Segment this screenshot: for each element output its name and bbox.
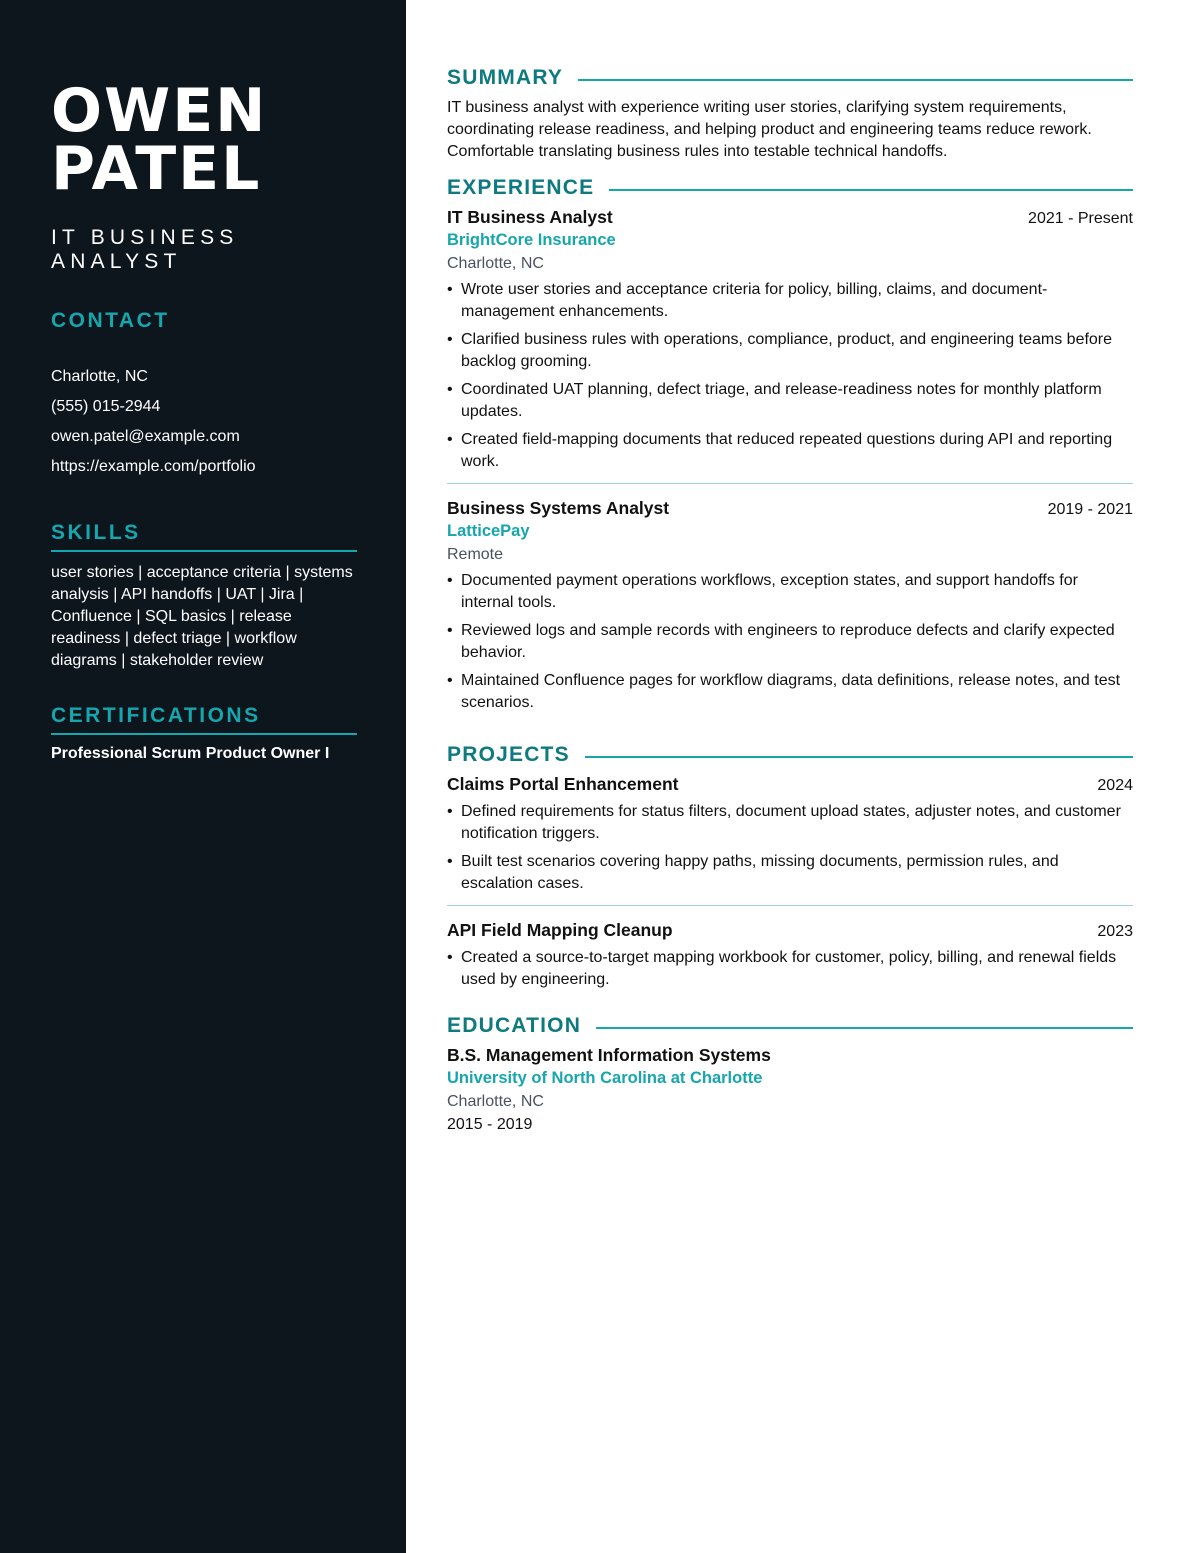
- project-year: 2023: [1097, 923, 1133, 940]
- job-title: IT Business Analyst: [447, 207, 613, 227]
- project-year: 2024: [1097, 777, 1133, 794]
- projects-section-heading: [447, 742, 1133, 768]
- job-role: IT BUSINESS ANALYST: [51, 226, 239, 273]
- bullet-item: • Reviewed logs and sample records with engineers to reproduce defects and clarify expected behavior.: [447, 620, 1133, 664]
- bullet-item: • Wrote user stories and acceptance criteria for policy, billing, claims, and document-management enhancements.: [447, 279, 1133, 323]
- candidate-name: [51, 76, 358, 204]
- job-dates: 2019 - 2021: [1047, 501, 1133, 518]
- project-title: Claims Portal Enhancement: [447, 774, 679, 794]
- project-bullets: [447, 947, 1133, 991]
- contact-website: https://example.com/portfolio: [51, 458, 256, 475]
- experience-heading: EXPERIENCE: [447, 176, 595, 199]
- education-entry: [447, 1045, 1133, 1134]
- education-location: Charlotte, NC: [447, 1093, 544, 1110]
- job-bullets: [447, 570, 1133, 714]
- job-entry: [447, 207, 1133, 473]
- job-company: BrightCore Insurance: [447, 231, 616, 249]
- bullet-item: • Clarified business rules with operations, compliance, product, and engineering teams before backlog grooming.: [447, 329, 1133, 373]
- bullet-item: • Documented payment operations workflows, exception states, and support handoffs for internal tools.: [447, 570, 1133, 614]
- bullet-item: • Coordinated UAT planning, defect triage, and release-readiness notes for monthly platform updates.: [447, 379, 1133, 423]
- entry-divider: [447, 483, 1133, 484]
- projects-heading: PROJECTS: [447, 743, 570, 766]
- name-first: OWEN: [51, 76, 268, 146]
- degree: B.S. Management Information Systems: [447, 1045, 771, 1065]
- job-entry: [447, 498, 1133, 714]
- bullet-item: • Created field-mapping documents that reduced repeated questions during API and reporting work.: [447, 429, 1133, 473]
- heading-rule: [596, 1027, 1133, 1029]
- job-location: Charlotte, NC: [447, 255, 544, 272]
- heading-rule: [585, 756, 1133, 758]
- contact-phone: (555) 015-2944: [51, 398, 161, 415]
- name-last: PATEL: [51, 134, 262, 204]
- certifications-heading: CERTIFICATIONS: [51, 704, 357, 735]
- main-content: [447, 0, 1133, 1134]
- bullet-item: • Maintained Confluence pages for workflow diagrams, data definitions, release notes, and test scenarios.: [447, 670, 1133, 714]
- summary-text: IT business analyst with experience writing user stories, clarifying system requirements, coordinating release readiness, and helping product and engineering teams reduce rework. Comfortable translating business rules into testable technical handoffs.: [447, 99, 1092, 160]
- education-dates: 2015 - 2019: [447, 1116, 533, 1133]
- job-location: Remote: [447, 546, 504, 563]
- project-title: API Field Mapping Cleanup: [447, 920, 673, 940]
- contact-list: [51, 367, 358, 487]
- skills-heading: SKILLS: [51, 521, 357, 552]
- project-bullets: [447, 801, 1133, 895]
- summary-heading: SUMMARY: [447, 66, 564, 89]
- sidebar: [0, 0, 406, 1553]
- education-section-heading: [447, 1013, 1133, 1039]
- project-entry: [447, 774, 1133, 895]
- bullet-item: • Built test scenarios covering happy paths, missing documents, permission rules, and escalation cases.: [447, 851, 1133, 895]
- bullet-item: • Defined requirements for status filters, document upload states, adjuster notes, and customer notification triggers.: [447, 801, 1133, 845]
- education-heading: EDUCATION: [447, 1014, 582, 1037]
- school: University of North Carolina at Charlotte: [447, 1069, 763, 1087]
- job-bullets: [447, 279, 1133, 473]
- skills-list: user stories | acceptance criteria | systems analysis | API handoffs | UAT | Jira | Confluence | SQL basics | release readiness | defect triage | workflow diagrams | stakeholder review: [51, 564, 353, 669]
- heading-rule: [609, 189, 1133, 191]
- bullet-item: • Created a source-to-target mapping workbook for customer, policy, billing, and renewal fields used by engineering.: [447, 947, 1133, 991]
- entry-divider: [447, 905, 1133, 906]
- experience-section-heading: [447, 175, 1133, 201]
- project-entry: [447, 920, 1133, 991]
- contact-email: owen.patel@example.com: [51, 428, 240, 445]
- contact-heading: CONTACT: [51, 309, 170, 332]
- job-dates: 2021 - Present: [1028, 210, 1133, 227]
- contact-location: Charlotte, NC: [51, 368, 148, 385]
- job-title: Business Systems Analyst: [447, 498, 670, 518]
- certification-item: Professional Scrum Product Owner I: [51, 745, 330, 762]
- job-company: LatticePay: [447, 522, 530, 540]
- summary-section-heading: [447, 65, 1133, 91]
- heading-rule: [578, 79, 1133, 81]
